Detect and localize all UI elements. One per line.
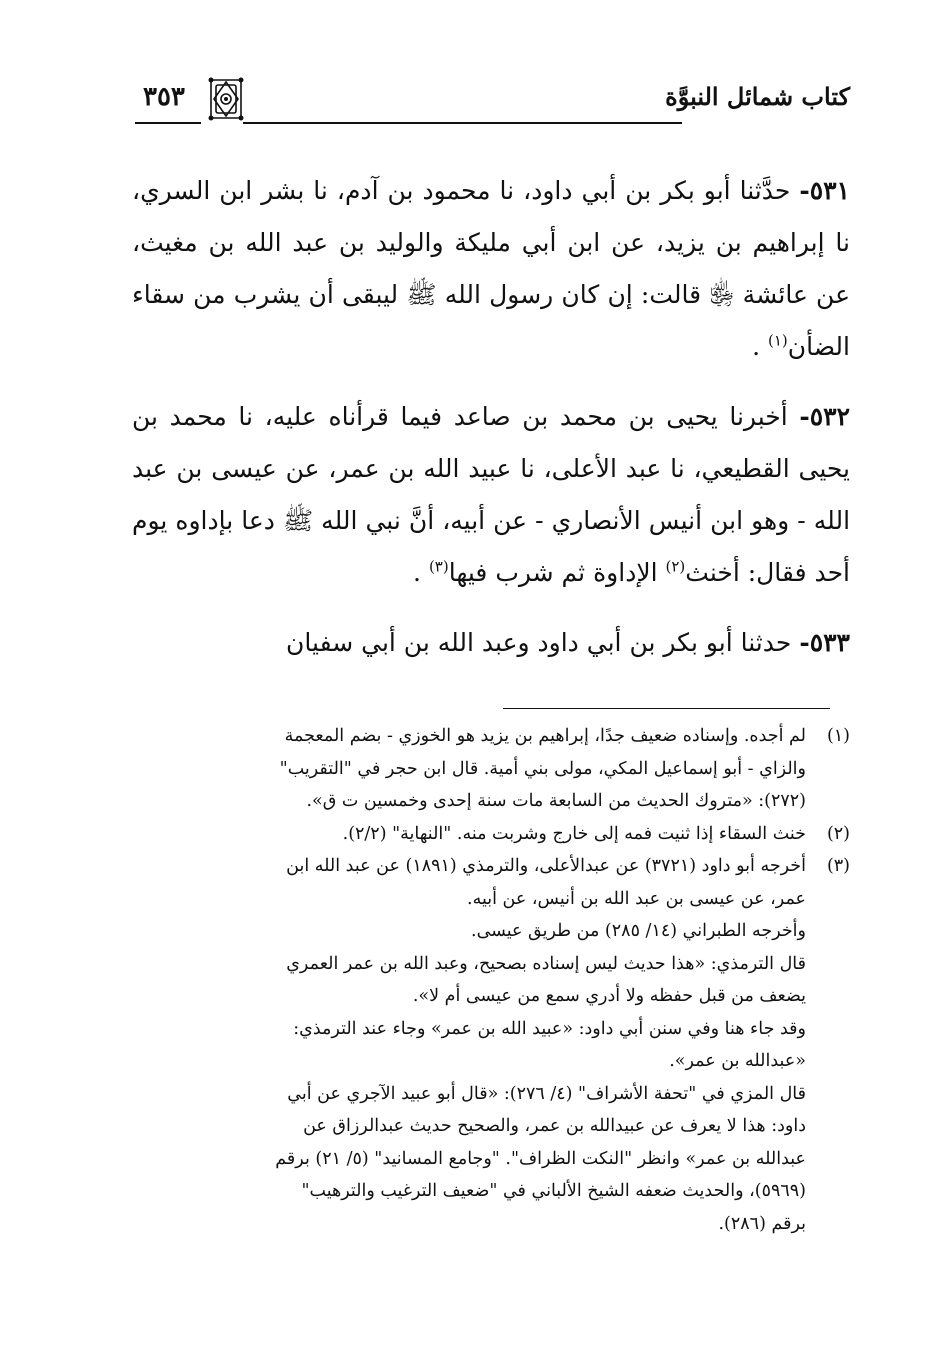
hadith-line: حدثنا أبو بكر بن أبي داود وعبد الله بن أبي سفيان (286, 628, 792, 657)
footnote-line: والزاي - أبو إسماعيل المكي، مولى بني أمية. قال ابن حجر في "التقريب" (279, 758, 806, 779)
hadith-line: ابن السري، نا إبراهيم بن يزيد، عن ابن أبي مليكة والوليد بن (132, 176, 850, 257)
footnote-line: وأخرجه الطبراني (١٤/ ٢٨٥) من طريق عيسى. (471, 921, 806, 941)
hadith-number: ٥٣٢- (799, 402, 851, 431)
footnote-ref: (٣) (428, 557, 449, 576)
footnote-number: (١) (826, 726, 850, 746)
footnote-3 (132, 850, 850, 1240)
page-number: ٣٥٣ (143, 82, 185, 112)
hadith-tail: . (413, 558, 421, 587)
footnote-line: لم أجده. وإسناده ضعيف جدًا، إبراهيم بن يزيد هو الخوزي - بضم المعجمة (284, 726, 806, 746)
hadith-533 (132, 617, 850, 669)
hadith-line: فيها (448, 558, 488, 587)
footnote-line: عمر، عن عيسى بن عبد الله بن أنيس، عن أبيه. (467, 888, 806, 909)
main-text (132, 165, 850, 687)
footnote-line: وقد جاء هنا وفي سنن أبي داود: «عبيد الله بن عمر» وجاء عند الترمذي: (293, 1018, 806, 1039)
book-title: كتاب شمائل النبوَّة (665, 82, 850, 111)
hadith-line: محمد بن يحيى القطيعي، نا عبد الأعلى، نا عبيد الله بن عمر، (132, 402, 850, 483)
running-header (135, 72, 850, 130)
footnote-line: قال الترمذي: «هذا حديث ليس إسناده بصحيح، وعبد الله بن عمر العمري (286, 953, 806, 974)
footnotes (132, 720, 850, 1240)
footnote-line: (٢٧٢): «متروك الحديث من السابعة مات سنة إحدى وخمسين ت ق». (306, 791, 806, 811)
hadith-line: نبي الله ﷺ دعا بإداوه يوم أحد فقال: أخنث (132, 506, 850, 587)
footnote-1 (132, 720, 850, 818)
hadith-number: ٥٣٣- (799, 628, 850, 657)
footnote-line: داود: هذا لا يعرف عن عبيدالله بن عمر، والصحيح حديث عبدالرزاق عن (303, 1116, 806, 1136)
footnote-2 (132, 818, 850, 851)
hadith-number: ٥٣١- (799, 176, 850, 205)
ornament-icon (207, 76, 245, 122)
footnote-line: خنث السقاء إذا ثنيت فمه إلى خارج وشربت منه. "النهاية" (٢/٢). (342, 823, 806, 844)
footnote-separator (503, 708, 830, 709)
footnote-line: «عبدالله بن عمر». (669, 1051, 806, 1071)
page-number-rule (135, 122, 201, 124)
hadith-line: عن عيسى بن عبد الله - وهو ابن أنيس الأنصاري - عن أبيه، أنَّ (132, 454, 851, 535)
footnote-line: عبدالله بن عمر» وانظر "النكت الظراف". "وجامع المسانيد" (٥/ ٢١) برقم (275, 1148, 806, 1169)
footnote-ref: (١) (767, 331, 788, 350)
header-rule (243, 122, 682, 124)
hadith-line: حدَّثنا أبو بكر بن أبي داود، نا محمود بن آدم، نا بشر (261, 176, 791, 205)
footnote-ref: (٢) (665, 557, 686, 576)
hadith-line: أخبرنا يحيى بن محمد بن صاعد فيما قرأناه عليه، نا (238, 402, 788, 431)
hadith-532 (132, 391, 850, 599)
hadith-line: ليبقى أن يشرب من سقاء الضأن (132, 280, 850, 361)
hadith-line: الإداوة ثم شرب (495, 558, 658, 587)
footnote-line: يضعف من قبل حفظه ولا أدري سمع من عيسى أم لا». (412, 986, 806, 1006)
footnote-line: برقم (٢٨٦). (718, 1213, 806, 1234)
footnote-number: (٣) (826, 856, 850, 876)
footnote-line: قال المزي في "تحفة الأشراف" (٤/ ٢٧٦): «قال أبو عبيد الآجري عن أبي (287, 1083, 806, 1104)
hadith-531 (132, 165, 850, 373)
hadith-line: عبد الله بن مغيث، عن عائشة ﵂ قالت: إن كان رسول الله ﷺ (132, 228, 850, 309)
footnote-line: أخرجه أبو داود (٣٧٢١) عن عبدالأعلى، والترمذي (١٨٩١) عن عبد الله ابن (286, 856, 806, 876)
footnote-number: (٢) (826, 823, 850, 844)
footnote-line: (٥٩٦٩)، والحديث ضعفه الشيخ الألباني في "ضعيف الترغيب والترهيب" (301, 1181, 806, 1201)
hadith-tail: . (752, 332, 761, 361)
